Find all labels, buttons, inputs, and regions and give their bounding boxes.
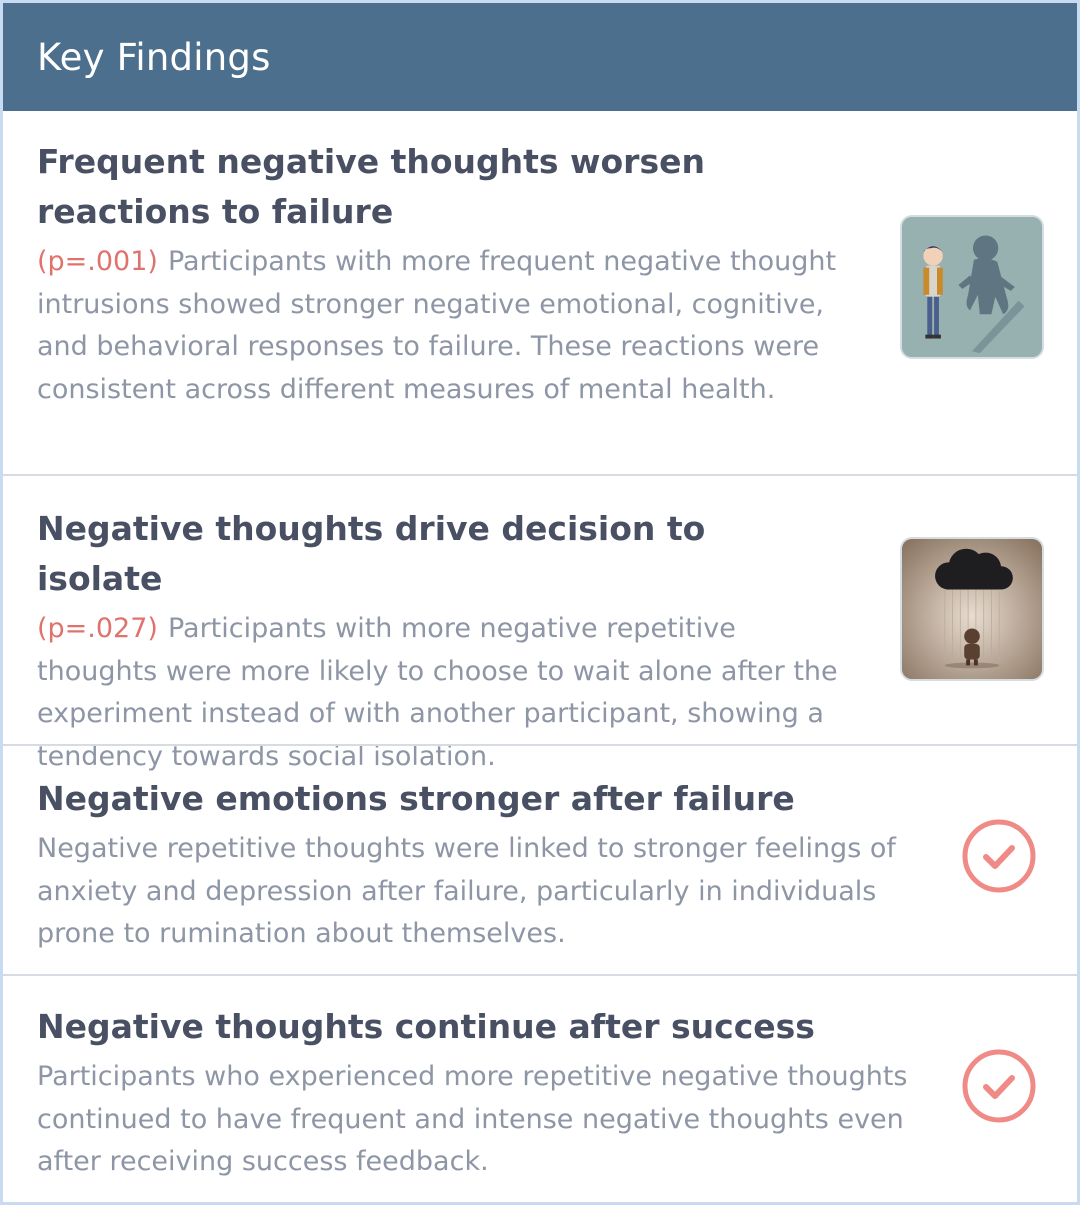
card-header (3, 3, 1077, 111)
finding-item (3, 974, 1077, 1203)
finding-title: Negative emotions stronger after failure (37, 779, 795, 818)
finding-item (3, 111, 1077, 474)
finding-title: Frequent negative thoughts worsen reactions to failure (37, 142, 705, 231)
finding-description: Negative repetitive thoughts were linked to stronger feelings of anxiety and depression after failure, particularly in individuals prone to rumination about themselves. (37, 833, 896, 949)
p-value: (p=.001) (37, 246, 158, 277)
finding-text: Participants with more negative repetitive thoughts were more likely to choose to wait alone after the experiment instead of with another participant, showing a tendency towards social isolation. (37, 613, 838, 772)
finding-description (37, 241, 857, 411)
shadow-figure-icon (900, 215, 1044, 359)
finding-title: Negative thoughts continue after success (37, 1007, 815, 1046)
rain-cloud-icon (900, 537, 1044, 681)
finding-item (3, 474, 1077, 772)
check-circle-icon (961, 818, 1037, 894)
check-circle-icon (961, 1048, 1037, 1124)
p-value: (p=.027) (37, 613, 158, 644)
finding-text: Participants with more frequent negative thought intrusions showed stronger negative emotional, cognitive, and behavioral responses to failure. These reactions were consistent across different measures of mental health. (37, 246, 837, 405)
finding-item (3, 744, 1077, 974)
card-title: Key Findings (37, 35, 271, 79)
finding-title: Negative thoughts drive decision to isolate (37, 509, 706, 598)
finding-description: Participants who experienced more repetitive negative thoughts continued to have frequent and intense negative thoughts even after receiving success feedback. (37, 1061, 908, 1177)
